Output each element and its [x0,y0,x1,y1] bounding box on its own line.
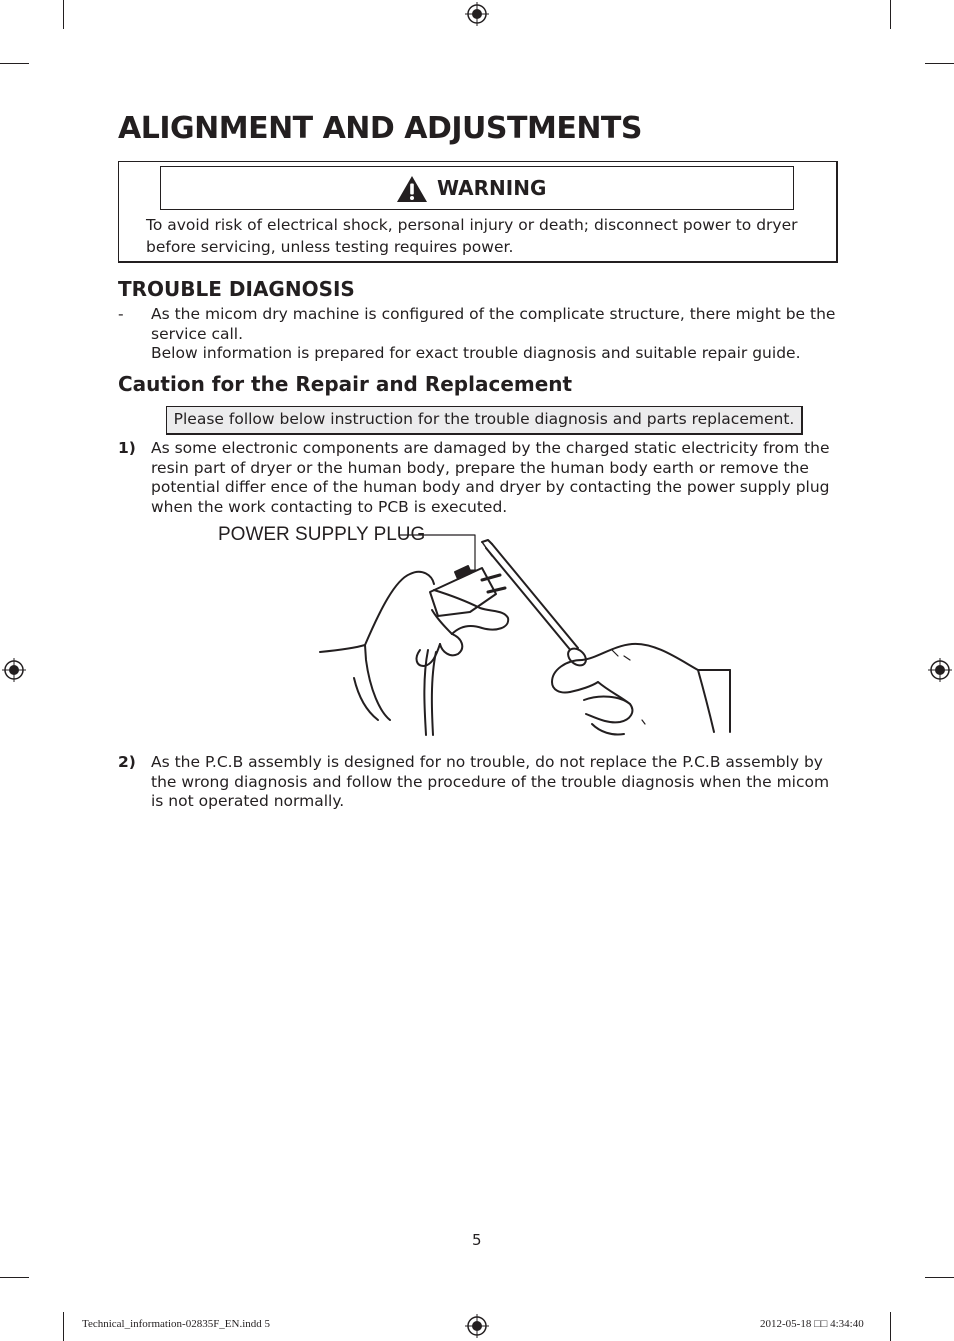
warning-text: To avoid risk of electrical shock, personal injury or death; disconnect power to dryer before servicing, unless testing requires power. [146,216,798,256]
caution-heading: Caution for the Repair and Replacement [118,372,573,396]
warning-triangle-icon [396,175,428,203]
crop-mark [0,1277,29,1278]
footer-timestamp: 2012-05-18 □□ 4:34:40 [760,1318,864,1330]
crop-mark [63,1312,64,1341]
crop-mark [925,63,954,64]
power-supply-plug-label: POWER SUPPLY PLUG [218,524,426,545]
crop-mark [0,63,29,64]
trouble-diagnosis-text [151,305,841,364]
crop-mark [925,1277,954,1278]
registration-mark-icon [928,658,952,682]
registration-mark-icon [2,658,26,682]
crop-mark [890,1312,891,1341]
bullet-dash: - [118,305,124,323]
crop-mark [63,0,64,29]
step-number: 1) [118,439,136,457]
page-title: ALIGNMENT AND ADJUSTMENTS [118,111,642,146]
step-number: 2) [118,753,136,771]
page-number: 5 [472,1231,482,1249]
trouble-diagnosis-line: Below information is prepared for exact trouble diagnosis and suitable repair guide. [151,344,801,362]
instruction-text: Please follow below instruction for the trouble diagnosis and parts replacement. [173,410,795,428]
trouble-diagnosis-line: As the micom dry machine is configured of the complicate structure, there might be the service call. [151,305,836,343]
warning-title: WARNING [437,176,547,200]
registration-mark-icon [465,2,489,26]
crop-mark [890,0,891,29]
step-text: As the P.C.B assembly is designed for no trouble, do not replace the P.C.B assembly by the wrong diagnosis and follow the procedure of the trouble diagnosis when the micom is not operated normally. [151,753,830,810]
footer-filename: Technical_information-02835F_EN.indd 5 [82,1318,271,1330]
registration-mark-icon [465,1314,489,1338]
step-text: As some electronic components are damaged by the charged static electricity from the resin part of dryer or the human body, prepare the human body earth or remove the potential differ ence of the human body and dryer by contacting the power supply plug when the work contacting to PCB is executed. [151,439,830,516]
trouble-diagnosis-heading: TROUBLE DIAGNOSIS [118,277,355,301]
power-supply-plug-illustration [200,520,760,750]
